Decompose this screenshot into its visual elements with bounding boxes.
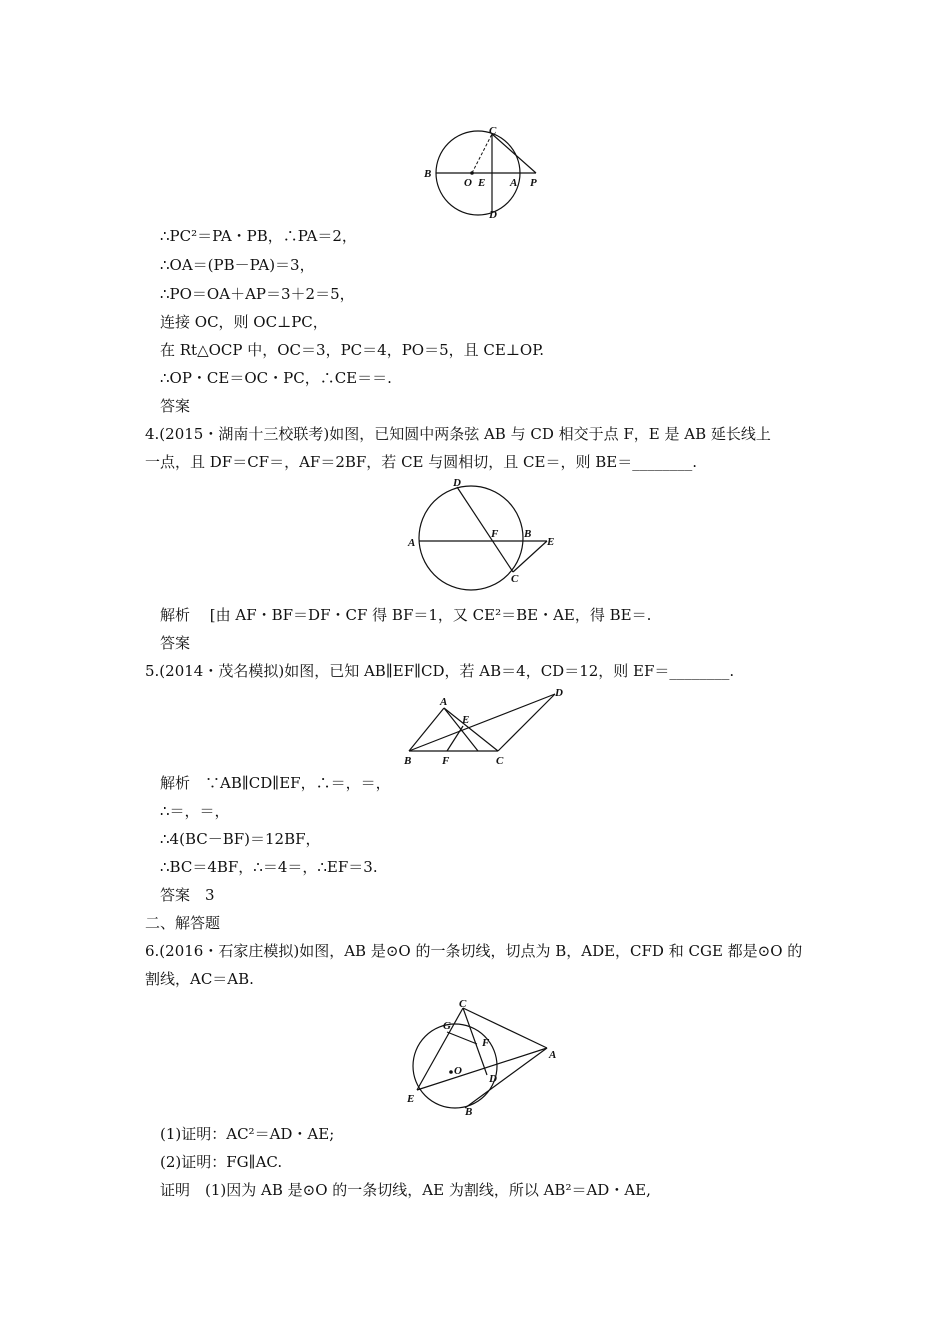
answer-5: 答案 3 (160, 886, 215, 904)
solution-line-3: ∴PO＝OA＋AP＝3＋2＝5， (160, 285, 355, 303)
fig3-label-E: E (462, 714, 470, 726)
proof-6-line-1: 证明 (1)因为 AB 是⊙O 的一条切线，AE 为割线，所以 AB²＝AD・AE, (160, 1181, 651, 1199)
fig4-label-C: C (459, 998, 467, 1010)
fig1-label-B: B (424, 168, 432, 180)
fig3-label-F: F (442, 755, 450, 767)
fig3-label-D: D (555, 687, 563, 699)
fig4-label-F: F (482, 1037, 490, 1049)
figure-4-tangent-secants (403, 996, 568, 1118)
question-6-line-2: 割线，AC＝AB. (145, 970, 254, 988)
analysis-5-line-3: ∴4(BC－BF)＝12BF， (160, 830, 321, 848)
analysis-4: 解析 [由 AF・BF＝DF・CF 得 BF＝1，又 CE²＝BE・AE，得 BE＝. (160, 606, 652, 624)
section-heading-2: 二、解答题 (145, 914, 221, 932)
solution-line-1: ∴PC²＝PA・PB，∴PA＝2， (160, 227, 357, 245)
solution-line-2: ∴OA＝(PB－PA)＝3， (160, 256, 315, 274)
fig2-label-B: B (524, 528, 532, 540)
question-6-part-2: (2)证明：FG∥AC. (160, 1153, 283, 1171)
fig4-label-E: E (407, 1093, 415, 1105)
fig2-label-E: E (547, 536, 555, 548)
fig4-label-O: O (454, 1065, 462, 1077)
analysis-5-line-2: ∴＝，＝， (160, 802, 230, 820)
fig2-label-D: D (453, 477, 461, 489)
fig4-label-D: D (489, 1073, 497, 1085)
fig1-label-D: D (489, 209, 497, 220)
fig1-label-A: A (510, 177, 518, 189)
solution-line-5: 在 Rt△OCP 中，OC＝3，PC＝4，PO＝5，且 CE⊥OP. (160, 341, 545, 359)
fig1-label-E: E (478, 177, 486, 189)
fig1-label-O: O (464, 177, 472, 189)
fig3-label-B: B (404, 755, 412, 767)
answer-label-4: 答案 (160, 634, 191, 652)
analysis-5-line-4: ∴BC＝4BF，∴＝4＝，∴EF＝3. (160, 858, 378, 876)
fig1-label-P: P (530, 177, 537, 189)
fig3-label-C: C (496, 755, 504, 767)
question-6-part-1: (1)证明：AC²＝AD・AE; (160, 1125, 335, 1143)
fig2-label-F: F (491, 528, 499, 540)
fig4-label-B: B (465, 1106, 473, 1118)
answer-label-3: 答案 (160, 397, 191, 415)
fig4-label-A: A (549, 1049, 557, 1061)
fig1-label-C: C (489, 125, 497, 137)
figure-2-intersecting-chords (405, 474, 565, 596)
analysis-5-line-1: 解析 ∵AB∥CD∥EF，∴＝，＝， (160, 774, 391, 792)
question-5: 5.(2014・茂名模拟)如图，已知 AB∥EF∥CD，若 AB＝4，CD＝12，则 EF＝________. (145, 662, 735, 680)
question-4-line-2: 一点，且 DF＝CF＝，AF＝2BF，若 CE 与圆相切，且 CE＝，则 BE＝________. (145, 453, 697, 471)
fig3-label-A: A (440, 696, 448, 708)
question-4-line-1: 4.(2015・湖南十三校联考)如图，已知圆中两条弦 AB 与 CD 相交于点 F，E 是 AB 延长线上 (145, 425, 771, 443)
question-6-line-1: 6.(2016・石家庄模拟)如图，AB 是⊙O 的一条切线，切点为 B，ADE，CFD 和 CGE 都是⊙O 的 (145, 942, 803, 960)
fig4-label-G: G (443, 1020, 451, 1032)
figure-3-parallel-lines (400, 686, 575, 768)
solution-line-4: 连接 OC，则 OC⊥PC， (160, 313, 328, 331)
solution-line-6: ∴OP・CE＝OC・PC，∴CE＝＝. (160, 369, 392, 387)
fig2-label-C: C (511, 573, 519, 585)
figure-1-circle-tangent (420, 125, 550, 220)
fig2-label-A: A (408, 537, 416, 549)
